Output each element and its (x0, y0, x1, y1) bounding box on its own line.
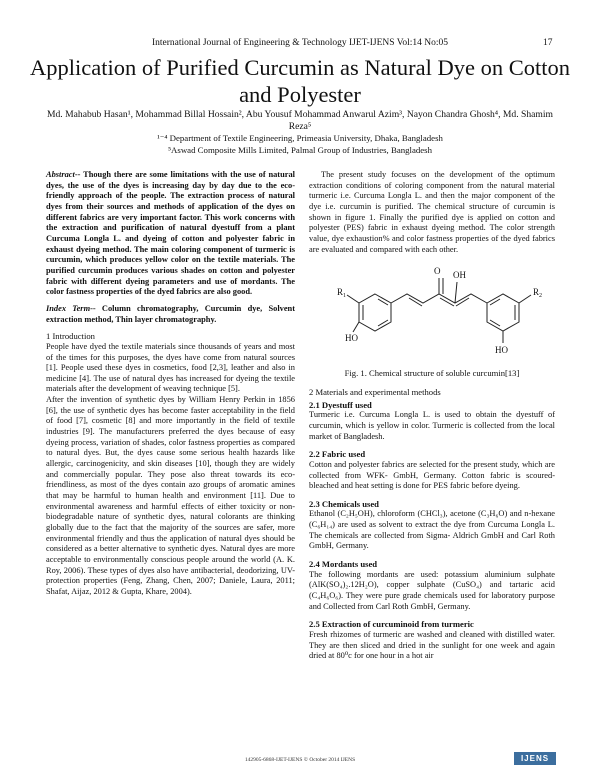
left-benzene-ring (359, 294, 391, 331)
ijens-logo: IJENS (514, 752, 556, 765)
section-2-5-text: Fresh rhizomes of turmeric are washed and cleaned with distilled water. They are then sliced and dried in the sunlight for one week and again dried at 80⁰c for one hour in a hot air (309, 630, 555, 661)
left-column (46, 170, 295, 598)
intro-paragraph-2: After the invention of synthetic dyes by William Henry Perkin in 1856 [6], the use of synthetic dyes has become faster acceptability in the field of food [7], cosmetic [8] and more importantly in the field of textile industries [9]. The manufacturers preferred the dyes because of easy dyeing process, variation of shades, color fastness properties as compared to natural dyes. But, the dyes cause some serious health hazards like allergic, carcinogenicity, and skin diseases [10], though they are widely and commercially popular. They pose also threat towards its eco-friendliness, as most of the dyes contain azo groups of aromatic amines that may be harmful to human health and environment [11]. Due to environmental awareness and harmful effects of either toxicity or non-biodegradable nature of synthetic dyes, natural colorants are thinking globally due to the fact that the majority of the sources are safer, more environmental friendly and thus the application of natural dyes should be considered as a better alternative to synthetic dyes. Natural dyes are more acceptable to environmentally conscious people around the world (A. K. Roy, 2006). These types of dyes also have antibacterial, deodorizing, UV-protection properties (Feng, Zhang, Chen, 2007; Daniele, Laura, 2011; Shafat, Aijaz, 2012 & Gupta, Khare, 2004). (46, 395, 295, 596)
affiliation-1: ¹⁻⁴ Department of Textile Engineering, Primeasia University, Dhaka, Bangladesh (157, 133, 443, 143)
section-2-4-text: The following mordants are used: potassium aluminium sulphate (AlK(SO₄)₂.12H₂O), copper sulphate (CuSO₄) and tartaric acid (C₄H₆O₆). They were pure grade chemicals used for laboratory purpose and Collected from Carl Roth GmbH, Germany. (309, 569, 555, 611)
r2-label: $R_2$ (533, 287, 543, 300)
index-terms (46, 304, 295, 325)
abstract-label: Abstract (46, 170, 75, 179)
enol-bond (455, 282, 457, 303)
figure-caption: Fig. 1. Chemical structure of soluble curcumin[13] (344, 368, 520, 379)
section-2-heading: 2 Materials and experimental methods (309, 386, 441, 397)
paper-title: Application of Purified Curcumin as Natural Dye on Cotton and Polyester (30, 55, 570, 107)
section-2-5-heading: 2.5 Extraction of curcuminoid from turmeric (309, 619, 474, 630)
index-terms-label: Index Term (46, 303, 91, 313)
section-2-3-text: Ethanol (C₂H₅OH), chloroform (CHCl₃), acetone (C₃H₆O) and n-hexane (C₆H₁₄) are used as solvent to extract the dye from Curcuma Longla L. The chemicals are collected from Sigma- Aldrich GmbH and Carl Roth GmbH, Germany. (309, 509, 555, 551)
right-benzene-ring (487, 294, 519, 331)
study-focus-paragraph: The present study focuses on the development of the optimum extraction conditions of coloring component from the natural material turmeric i.e. Curcuma Longla L. and then the major component of the dye i.e. curcumin is purified. The chemical structure of curcumin is shown in figure 1. Finally the purified dye is applied on cotton and polyester (PES) fabric in exhaust dyeing method. The color strength value, dye exhaustion% and color fastness properties of the dyed fabrics are evaluated and compared with each other. (309, 170, 555, 254)
intro-heading: 1 Introduction (46, 331, 95, 342)
index-terms-text: -- Column chromatography, Curcumin dye, Solvent extraction method, Thin layer chromatography. (46, 303, 295, 324)
intro-paragraph-1: People have dyed the textile materials since thousands of years and most of the times for this purposes, the dyes have come from natural sources [1]. People used these dyes in cosmetics, food [2,3], leather and also in medicine [4]. The use of natural dyes has increased for dyeing the textile materials after the development of weaving technique [5]. (46, 341, 295, 394)
section-2-1-text: Turmeric i.e. Curcuma Longla L. is used to obtain the dyestuff of curcumin, which is yellow in color. Turmeric is collected from the local market of Bangladesh. (309, 410, 555, 441)
section-2-4-heading: 2.4 Mordants used (309, 559, 378, 570)
oxygen-label: O (434, 266, 441, 277)
section-2-3-heading: 2.3 Chemicals used (309, 498, 379, 509)
abstract-text: -- Though there are some limitations with the use of natural dyes, the use of the dyes is increasing day by day due to the eco-friendly approach of the people. The extraction process of natural dyes from their sources and methods of application of the dyes on different fabrics are very important factor. This work concerns with the extraction and purification of natural dyestuff from a plant Curcuma Longla L. and dyeing of cotton and polyester fabric in exhaust dyeing method. The main coloring component of turmeric is curcumin, which produces yellow color on the textile materials. The purified curcumin produces various shades on cotton and polyester fabric with different dyeing parameters and use of mordants. The color fastness properties of the dyed fabrics are also good. (46, 170, 295, 297)
section-2-1-heading: 2.1 Dyestuff used (309, 399, 372, 410)
abstract (46, 170, 295, 298)
ho-right-label: HO (495, 345, 508, 356)
right-column (309, 170, 555, 662)
ho-left-label: HO (345, 333, 358, 344)
curcumin-structure-figure (309, 260, 555, 364)
page-footer: 142905-6868-IJET-IJENS © October 2014 IJENS (244, 757, 356, 763)
author-list: Md. Mahabub Hasan¹, Mohammad Billal Hossain², Abu Yousuf Mohammad Anwarul Azim³, Nayon Chandra Ghosh⁴, Md. Shamim Reza⁵ (46, 109, 554, 132)
section-2-2-text: Cotton and polyester fabrics are selected for the present study, which are collected from WFK- GmbH, Germany. Cotton fabric is scoured-bleached and heat setting is done for PES fabric before dyeing. (309, 459, 555, 491)
running-header: International Journal of Engineering & Technology IJET-IJENS Vol:14 No:05 (151, 38, 449, 48)
affiliation-2: ⁵Aswad Composite Mills Limited, Palmal Group of Industries, Bangladesh (167, 145, 432, 155)
r1-bond (347, 295, 359, 303)
r2-bond (519, 295, 531, 303)
ho-left-bond (353, 322, 359, 332)
hydroxyl-label: OH (453, 270, 466, 281)
page-number: 17 (543, 38, 553, 48)
section-2-2-heading: 2.2 Fabric used (309, 449, 366, 460)
enol-double-bond (440, 298, 454, 306)
heptadiene-chain (391, 294, 487, 303)
r1-label: $R_1$ (337, 287, 347, 300)
curcumin-structure-diagram (309, 260, 555, 364)
